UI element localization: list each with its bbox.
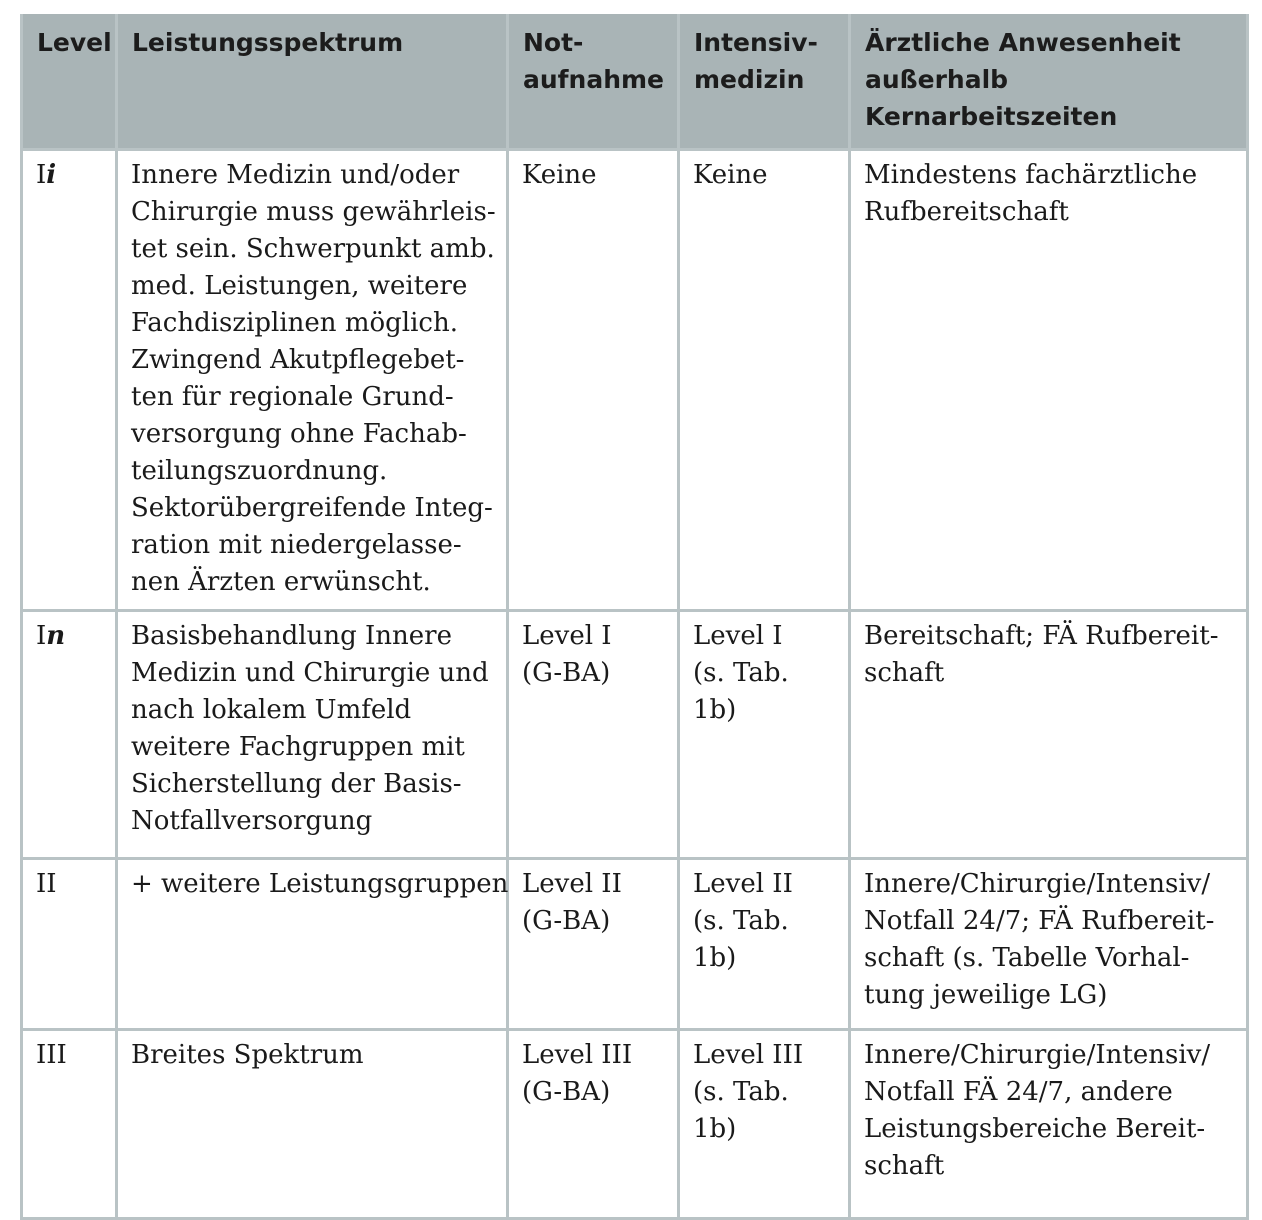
- cell-notaufnahme: Level II (G-BA): [508, 859, 679, 1030]
- cell-aerztliche-anwesenheit: Mindestens fachärztliche Rufbereitschaft: [850, 150, 1248, 611]
- cell-intensivmedizin: Level III (s. Tab. 1b): [679, 1030, 850, 1219]
- cell-intensivmedizin: Keine: [679, 150, 850, 611]
- level-base: I: [36, 160, 47, 190]
- table-row: [22, 611, 1248, 859]
- table-row: [22, 150, 1248, 611]
- cell-level: [22, 1030, 117, 1219]
- cell-notaufnahme: Keine: [508, 150, 679, 611]
- header-intensivmedizin: Intensiv- medizin: [679, 14, 850, 150]
- cell-level: [22, 150, 117, 611]
- cell-leistungsspektrum: Innere Medizin und/oder Chirurgie muss gewährleis- tet sein. Schwerpunkt amb. med. Leistungen, weitere Fachdisziplinen möglich. Zwingend Akutpflegebet- ten für regionale Grund- versorgung ohne Fachab- teilungszuordnung. Sektorübergreifende Integ- ration mit niedergelasse- nen Ärzten erwünscht.: [117, 150, 508, 611]
- level-base: II: [36, 869, 57, 899]
- cell-aerztliche-anwesenheit: Innere/Chirurgie/Intensiv/ Notfall FÄ 24/7, andere Leistungsbereiche Bereit- schaft: [850, 1030, 1248, 1219]
- level-suffix: n: [46, 621, 66, 651]
- cell-leistungsspektrum: + weitere Leistungsgruppen: [117, 859, 508, 1030]
- cell-leistungsspektrum: Basisbehandlung Innere Medizin und Chirurgie und nach lokalem Umfeld weitere Fachgruppen mit Sicherstellung der Basis- Notfallversorgung: [117, 611, 508, 859]
- level-base: I: [36, 621, 47, 651]
- cell-intensivmedizin: Level II (s. Tab. 1b): [679, 859, 850, 1030]
- level-base: III: [36, 1040, 67, 1070]
- header-aerztliche-anwesenheit: Ärztliche Anwesenheit außerhalb Kernarbeitszeiten: [850, 14, 1248, 150]
- cell-notaufnahme: Level I (G-BA): [508, 611, 679, 859]
- cell-notaufnahme: Level III (G-BA): [508, 1030, 679, 1219]
- cell-level: [22, 859, 117, 1030]
- level-table: [20, 14, 1249, 1220]
- table-header-row: [22, 14, 1248, 150]
- header-leistungsspektrum: Leistungsspektrum: [117, 14, 508, 150]
- cell-intensivmedizin: Level I (s. Tab. 1b): [679, 611, 850, 859]
- cell-leistungsspektrum: Breites Spektrum: [117, 1030, 508, 1219]
- table-row: [22, 1030, 1248, 1219]
- cell-aerztliche-anwesenheit: Innere/Chirurgie/Intensiv/ Notfall 24/7; FÄ Rufbereit- schaft (s. Tabelle Vorhal- tung jeweilige LG): [850, 859, 1248, 1030]
- level-table-container: [20, 14, 1246, 1220]
- header-level: Level: [22, 14, 117, 150]
- cell-level: [22, 611, 117, 859]
- header-notaufnahme: Not- aufnahme: [508, 14, 679, 150]
- cell-aerztliche-anwesenheit: Bereitschaft; FÄ Rufbereit- schaft: [850, 611, 1248, 859]
- level-suffix: i: [46, 160, 57, 190]
- table-row: [22, 859, 1248, 1030]
